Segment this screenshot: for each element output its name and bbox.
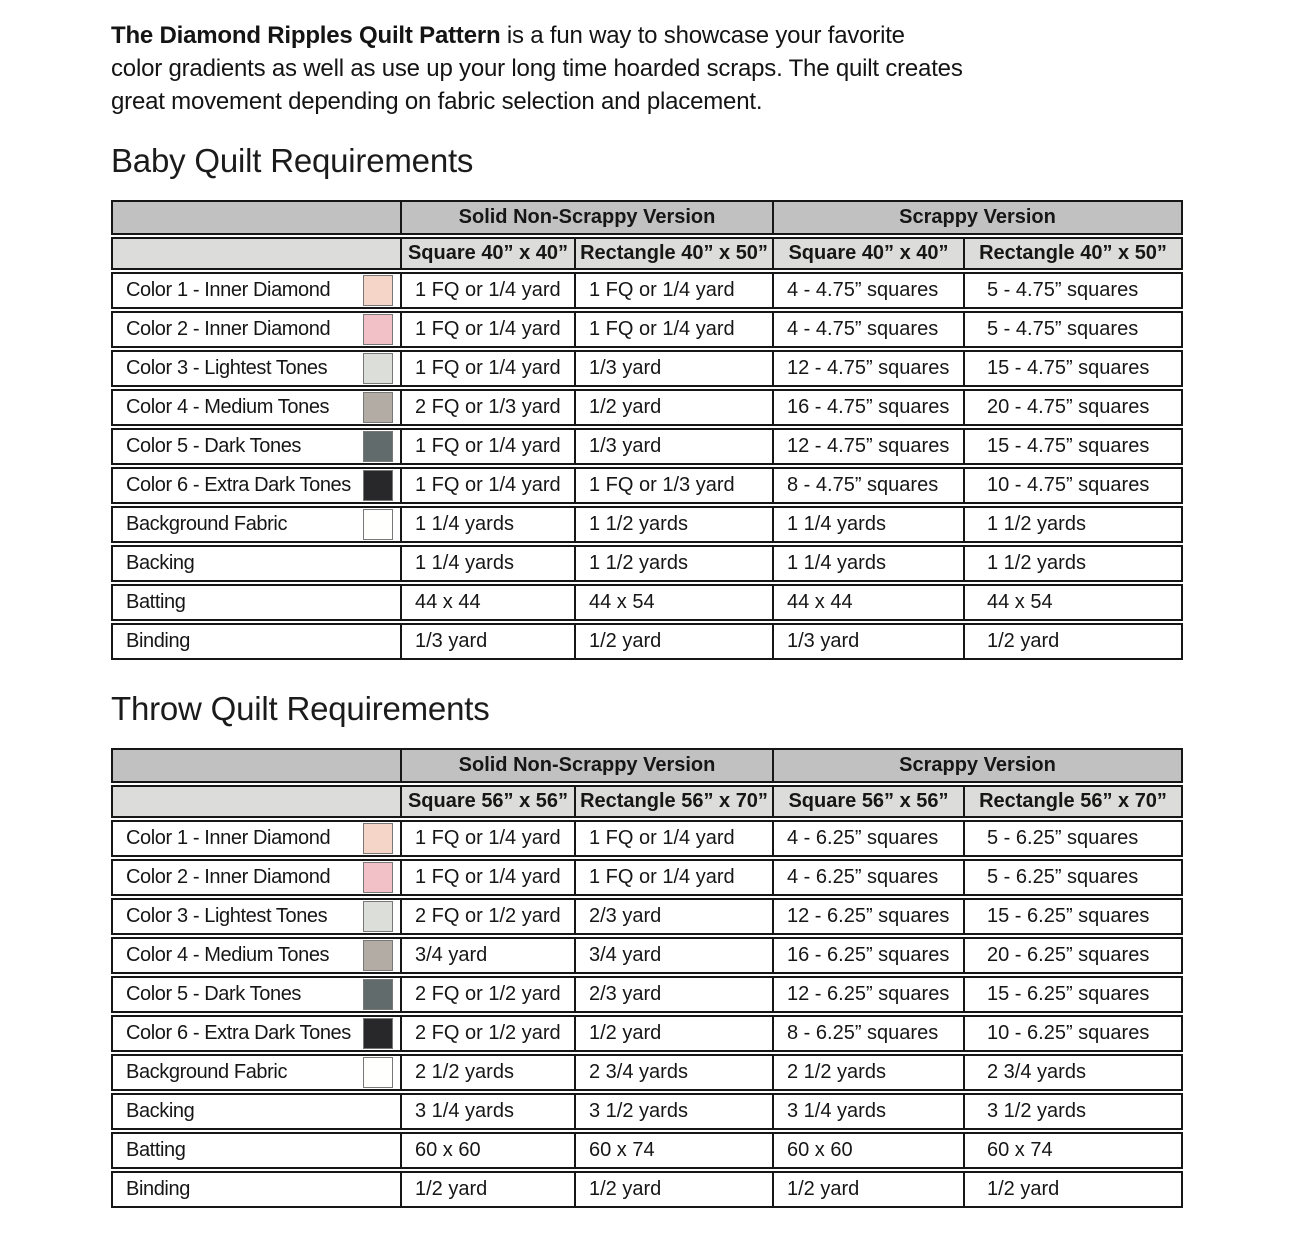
value-cell: 15 - 4.75” squares — [965, 350, 1183, 387]
size-header-cell: Square 40” x 40” — [774, 237, 965, 270]
value-cell: 20 - 4.75” squares — [965, 389, 1183, 426]
table-row — [111, 506, 1183, 543]
color-swatch — [363, 862, 393, 893]
row-label: Color 5 - Dark Tones — [126, 435, 302, 457]
size-header-cell: Rectangle 56” x 70” — [576, 785, 774, 818]
value-cell: 3 1/4 yards — [774, 1093, 965, 1130]
row-label-cell — [111, 467, 402, 504]
row-label: Color 1 - Inner Diamond — [126, 279, 331, 301]
page-content — [111, 0, 1183, 1210]
value-cell: 15 - 6.25” squares — [965, 898, 1183, 935]
value-cell: 44 x 44 — [774, 584, 965, 621]
value-cell: 60 x 74 — [965, 1132, 1183, 1169]
value-cell: 2/3 yard — [576, 898, 774, 935]
row-label-cell — [111, 1054, 402, 1091]
value-cell: 1 1/2 yards — [576, 506, 774, 543]
row-label-cell — [111, 389, 402, 426]
table-row — [111, 1132, 1183, 1169]
row-label: Color 4 - Medium Tones — [126, 944, 330, 966]
color-swatch — [363, 1057, 393, 1088]
value-cell: 2 3/4 yards — [576, 1054, 774, 1091]
row-label: Background Fabric — [126, 1061, 288, 1083]
value-cell: 2 FQ or 1/2 yard — [402, 898, 576, 935]
color-swatch — [363, 901, 393, 932]
corner-cell — [111, 748, 402, 783]
value-cell: 60 x 60 — [402, 1132, 576, 1169]
row-label: Color 1 - Inner Diamond — [126, 827, 331, 849]
group-header-row — [111, 748, 1183, 783]
value-cell: 2 FQ or 1/2 yard — [402, 1015, 576, 1052]
size-header-cell: Rectangle 56” x 70” — [965, 785, 1183, 818]
value-cell: 15 - 6.25” squares — [965, 976, 1183, 1013]
row-label-cell — [111, 1015, 402, 1052]
row-label: Background Fabric — [126, 513, 288, 535]
value-cell: 1/3 yard — [576, 428, 774, 465]
table-row — [111, 428, 1183, 465]
value-cell: 1 1/4 yards — [774, 545, 965, 582]
intro-line3: great movement depending on fabric selection and placement. — [111, 88, 763, 115]
value-cell: 1/2 yard — [576, 1015, 774, 1052]
value-cell: 44 x 54 — [965, 584, 1183, 621]
table-row — [111, 820, 1183, 857]
size-header-row — [111, 237, 1183, 270]
value-cell: 1 FQ or 1/4 yard — [576, 272, 774, 309]
row-label-cell — [111, 584, 402, 621]
row-label-cell — [111, 350, 402, 387]
value-cell: 1/2 yard — [774, 1171, 965, 1208]
value-cell: 44 x 54 — [576, 584, 774, 621]
row-label-cell — [111, 820, 402, 857]
value-cell: 1 1/4 yards — [774, 506, 965, 543]
color-swatch — [363, 314, 393, 345]
value-cell: 5 - 6.25” squares — [965, 859, 1183, 896]
value-cell: 5 - 4.75” squares — [965, 272, 1183, 309]
intro-paragraph — [111, 19, 1183, 118]
table-row — [111, 389, 1183, 426]
row-label: Color 6 - Extra Dark Tones — [126, 474, 351, 496]
table-row — [111, 584, 1183, 621]
throw-quilt-heading: Throw Quilt Requirements — [111, 690, 490, 727]
color-swatch — [363, 940, 393, 971]
row-label: Color 4 - Medium Tones — [126, 396, 330, 418]
table-row — [111, 859, 1183, 896]
value-cell: 1 FQ or 1/4 yard — [402, 350, 576, 387]
value-cell: 1/2 yard — [965, 623, 1183, 660]
value-cell: 8 - 6.25” squares — [774, 1015, 965, 1052]
intro-line1-rest: is a fun way to showcase your favorite — [500, 22, 905, 49]
row-label-cell — [111, 311, 402, 348]
value-cell: 12 - 4.75” squares — [774, 350, 965, 387]
value-cell: 1 FQ or 1/4 yard — [576, 820, 774, 857]
value-cell: 1 1/2 yards — [965, 545, 1183, 582]
row-label-cell — [111, 859, 402, 896]
row-label-cell — [111, 1132, 402, 1169]
row-label: Color 5 - Dark Tones — [126, 983, 302, 1005]
row-label: Batting — [126, 1139, 186, 1161]
size-header-cell: Rectangle 40” x 50” — [965, 237, 1183, 270]
row-label: Color 2 - Inner Diamond — [126, 866, 331, 888]
value-cell: 2 FQ or 1/3 yard — [402, 389, 576, 426]
color-swatch — [363, 509, 393, 540]
value-cell: 1/3 yard — [402, 623, 576, 660]
value-cell: 12 - 6.25” squares — [774, 898, 965, 935]
value-cell: 2 1/2 yards — [774, 1054, 965, 1091]
value-cell: 1/2 yard — [576, 389, 774, 426]
row-label: Color 3 - Lightest Tones — [126, 905, 328, 927]
table-row — [111, 1171, 1183, 1208]
row-label-cell — [111, 506, 402, 543]
row-label: Binding — [126, 1178, 190, 1200]
value-cell: 4 - 6.25” squares — [774, 820, 965, 857]
color-swatch — [363, 353, 393, 384]
table-row — [111, 467, 1183, 504]
throw-quilt-table — [111, 746, 1183, 1210]
table-row — [111, 1054, 1183, 1091]
value-cell: 2 FQ or 1/2 yard — [402, 976, 576, 1013]
color-swatch — [363, 823, 393, 854]
group-header-solid: Solid Non-Scrappy Version — [402, 748, 774, 783]
value-cell: 1 1/2 yards — [965, 506, 1183, 543]
value-cell: 3 1/2 yards — [576, 1093, 774, 1130]
row-label-cell — [111, 428, 402, 465]
row-label-cell — [111, 1171, 402, 1208]
value-cell: 1 FQ or 1/4 yard — [576, 311, 774, 348]
row-label-cell — [111, 937, 402, 974]
value-cell: 1 FQ or 1/3 yard — [576, 467, 774, 504]
group-header-row — [111, 200, 1183, 235]
group-header-scrappy: Scrappy Version — [774, 200, 1183, 235]
row-label-cell — [111, 976, 402, 1013]
value-cell: 16 - 6.25” squares — [774, 937, 965, 974]
value-cell: 3/4 yard — [402, 937, 576, 974]
corner-cell — [111, 237, 402, 270]
table-row — [111, 898, 1183, 935]
value-cell: 12 - 6.25” squares — [774, 976, 965, 1013]
value-cell: 1 FQ or 1/4 yard — [576, 859, 774, 896]
group-header-scrappy: Scrappy Version — [774, 748, 1183, 783]
row-label: Color 3 - Lightest Tones — [126, 357, 328, 379]
value-cell: 10 - 6.25” squares — [965, 1015, 1183, 1052]
value-cell: 4 - 4.75” squares — [774, 311, 965, 348]
value-cell: 1 FQ or 1/4 yard — [402, 820, 576, 857]
value-cell: 1 FQ or 1/4 yard — [402, 311, 576, 348]
table-row — [111, 350, 1183, 387]
row-label: Color 6 - Extra Dark Tones — [126, 1022, 351, 1044]
value-cell: 5 - 6.25” squares — [965, 820, 1183, 857]
row-label: Binding — [126, 630, 190, 652]
table-row — [111, 545, 1183, 582]
value-cell: 1/2 yard — [965, 1171, 1183, 1208]
value-cell: 20 - 6.25” squares — [965, 937, 1183, 974]
table-row — [111, 1093, 1183, 1130]
color-swatch — [363, 431, 393, 462]
table-row — [111, 311, 1183, 348]
baby-quilt-heading: Baby Quilt Requirements — [111, 142, 474, 179]
group-header-solid: Solid Non-Scrappy Version — [402, 200, 774, 235]
value-cell: 3 1/2 yards — [965, 1093, 1183, 1130]
table-row — [111, 976, 1183, 1013]
table-row — [111, 623, 1183, 660]
corner-cell — [111, 785, 402, 818]
value-cell: 3/4 yard — [576, 937, 774, 974]
size-header-cell: Square 56” x 56” — [402, 785, 576, 818]
value-cell: 4 - 4.75” squares — [774, 272, 965, 309]
row-label-cell — [111, 545, 402, 582]
size-header-cell: Square 40” x 40” — [402, 237, 576, 270]
value-cell: 1 FQ or 1/4 yard — [402, 428, 576, 465]
row-label: Backing — [126, 1100, 195, 1122]
color-swatch — [363, 1018, 393, 1049]
row-label: Color 2 - Inner Diamond — [126, 318, 331, 340]
table-row — [111, 272, 1183, 309]
value-cell: 4 - 6.25” squares — [774, 859, 965, 896]
row-label-cell — [111, 272, 402, 309]
row-label-cell — [111, 623, 402, 660]
intro-bold-lead: The Diamond Ripples Quilt Pattern — [111, 22, 501, 49]
table-row — [111, 1015, 1183, 1052]
value-cell: 10 - 4.75” squares — [965, 467, 1183, 504]
value-cell: 1/2 yard — [576, 1171, 774, 1208]
value-cell: 1 1/4 yards — [402, 506, 576, 543]
value-cell: 12 - 4.75” squares — [774, 428, 965, 465]
row-label-cell — [111, 1093, 402, 1130]
color-swatch — [363, 470, 393, 501]
value-cell: 1/2 yard — [576, 623, 774, 660]
value-cell: 2 3/4 yards — [965, 1054, 1183, 1091]
color-swatch — [363, 392, 393, 423]
intro-line2: color gradients as well as use up your long time hoarded scraps. The quilt creates — [111, 55, 963, 82]
value-cell: 16 - 4.75” squares — [774, 389, 965, 426]
size-header-cell: Rectangle 40” x 50” — [576, 237, 774, 270]
table-row — [111, 937, 1183, 974]
value-cell: 1 FQ or 1/4 yard — [402, 467, 576, 504]
color-swatch — [363, 979, 393, 1010]
value-cell: 1/3 yard — [576, 350, 774, 387]
value-cell: 8 - 4.75” squares — [774, 467, 965, 504]
value-cell: 60 x 60 — [774, 1132, 965, 1169]
value-cell: 5 - 4.75” squares — [965, 311, 1183, 348]
value-cell: 3 1/4 yards — [402, 1093, 576, 1130]
value-cell: 1/3 yard — [774, 623, 965, 660]
corner-cell — [111, 200, 402, 235]
baby-quilt-table — [111, 198, 1183, 662]
size-header-row — [111, 785, 1183, 818]
value-cell: 15 - 4.75” squares — [965, 428, 1183, 465]
row-label-cell — [111, 898, 402, 935]
value-cell: 1 FQ or 1/4 yard — [402, 272, 576, 309]
value-cell: 44 x 44 — [402, 584, 576, 621]
row-label: Backing — [126, 552, 195, 574]
value-cell: 1 FQ or 1/4 yard — [402, 859, 576, 896]
value-cell: 2 1/2 yards — [402, 1054, 576, 1091]
value-cell: 1 1/2 yards — [576, 545, 774, 582]
size-header-cell: Square 56” x 56” — [774, 785, 965, 818]
row-label: Batting — [126, 591, 186, 613]
value-cell: 60 x 74 — [576, 1132, 774, 1169]
value-cell: 1 1/4 yards — [402, 545, 576, 582]
value-cell: 1/2 yard — [402, 1171, 576, 1208]
value-cell: 2/3 yard — [576, 976, 774, 1013]
color-swatch — [363, 275, 393, 306]
